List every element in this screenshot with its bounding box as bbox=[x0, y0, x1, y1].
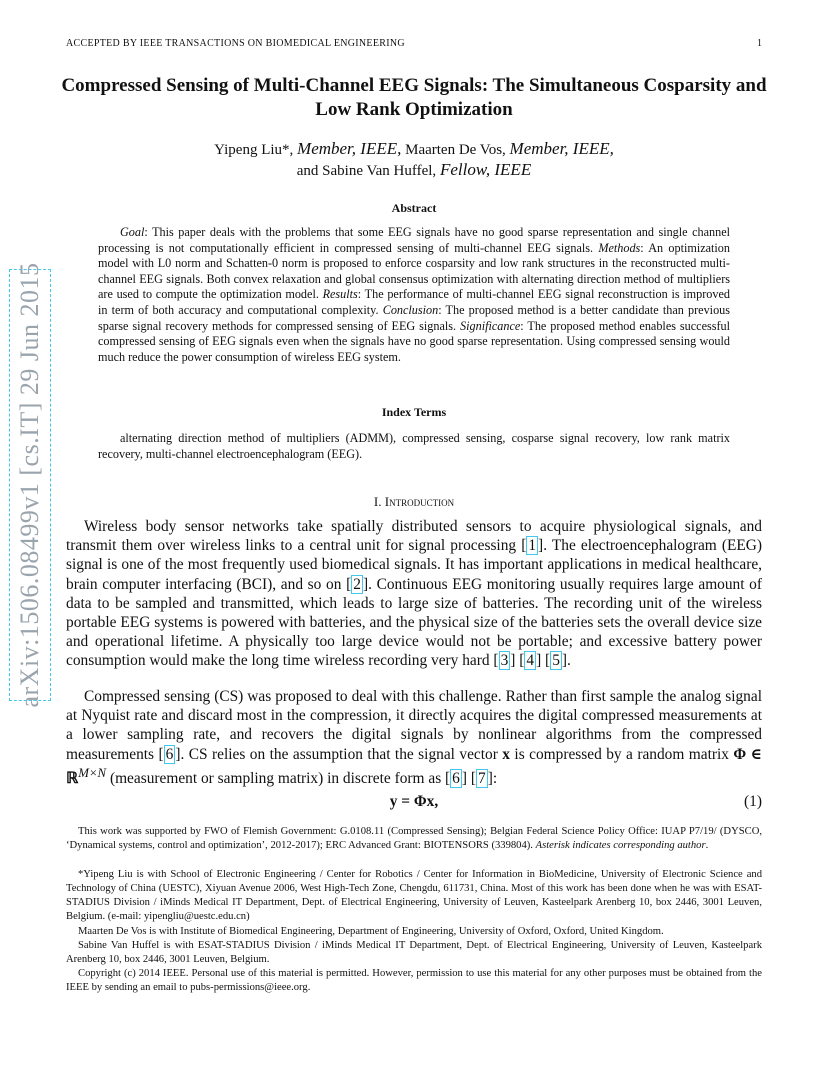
body-text: . bbox=[567, 652, 571, 670]
math-vector-x: x bbox=[502, 745, 510, 763]
citation-link[interactable]: 4 bbox=[526, 652, 535, 670]
body-text: (measurement or sampling matrix) in discrete form as bbox=[106, 769, 446, 787]
author-name: Maarten De Vos, bbox=[405, 142, 506, 158]
significance-label: Significance bbox=[460, 318, 521, 333]
results-label: Results bbox=[322, 287, 358, 302]
body-text: . The electroencephalogram (EEG) signal is one of the most frequently used biomedical signals. It has important applications in medical healthcare, brain computer interfacing (BCI), and so on bbox=[66, 537, 763, 593]
citation-link[interactable]: 1 bbox=[528, 537, 537, 555]
section-heading bbox=[0, 494, 828, 510]
author-block bbox=[60, 139, 768, 181]
body-text: Compressed sensing (CS) was proposed to deal with this challenge. Rather than first sample the analog signal at Nyquist rate and discard most in the compression, it directly acquires the digital compressed measurements at a lower sampling rate, and recovers the digital signals by nonlinear algorithms from the compressed measurements bbox=[66, 688, 762, 763]
abstract-heading: Abstract bbox=[391, 201, 437, 215]
body-text: is compressed by a random matrix bbox=[509, 745, 734, 763]
citation-link[interactable]: 6 bbox=[165, 745, 174, 763]
arxiv-identifier-text: arXiv:1506.08499v1 [cs.IT] 29 Jun 2015 bbox=[15, 262, 44, 708]
paper-title: Compressed Sensing of Multi-Channel EEG Signals: The Simultaneous Cosparsity and Low Rank Optimization bbox=[61, 75, 767, 120]
citation-link[interactable]: 7 bbox=[477, 769, 486, 787]
author-role: Member, IEEE, bbox=[297, 139, 402, 158]
footnote-copyright: Copyright (c) 2014 IEEE. Personal use of this material is permitted. However, permission to use this material for any other purposes must be obtained from the IEEE by sending an email to pubs-permissions@ieee.org. bbox=[66, 968, 762, 993]
citation-link[interactable]: 3 bbox=[500, 652, 509, 670]
author-line-2 bbox=[60, 160, 768, 181]
results-text: : The performance of multi-channel EEG signal reconstruction is improved in term of both accuracy and computational complexity. bbox=[98, 287, 730, 317]
section-number: I. bbox=[373, 494, 382, 509]
running-header: ACCEPTED BY IEEE TRANSACTIONS ON BIOMEDICAL ENGINEERING bbox=[66, 38, 405, 49]
author-role: Fellow, IEEE bbox=[439, 160, 532, 179]
citation-link[interactable]: 5 bbox=[552, 652, 560, 670]
goal-text: : This paper deals with the problems that some EEG signals have no good sparse representation and single channel processing is not computationally efficient in compressed sensing of multi-channel EEG signals. bbox=[98, 225, 730, 255]
footnote-italic: Asterisk indicates corresponding author bbox=[535, 840, 706, 851]
index-terms-heading: Index Terms bbox=[381, 405, 447, 419]
conclusion-label: Conclusion bbox=[382, 302, 439, 317]
conclusion-text: : The proposed method is a better candidate than previous sparse signal recovery methods for compressed sensing of EEG signals. bbox=[98, 302, 731, 333]
methods-label: Methods bbox=[598, 240, 641, 255]
section-title: Introduction bbox=[384, 494, 455, 509]
footnote-text: . bbox=[705, 840, 709, 851]
page-number: 1 bbox=[757, 38, 762, 49]
author-name: Yipeng Liu*, bbox=[214, 142, 294, 158]
abstract-body bbox=[98, 225, 730, 365]
goal-label: Goal bbox=[120, 225, 145, 239]
body-text: . Continuous EEG monitoring usually requires large amount of data to be sampled and transmitted, which leads to large size of batteries. The recording unit of the wireless portable EEG systems is powered with batteries, and the physical size of the batteries sets the overall device size and operational lifetime. A physically too large device would not be portable; and excessive battery power consumption would make the long time wireless recording very hard bbox=[66, 575, 763, 670]
footnote-author-3: Sabine Van Huffel is with ESAT-STADIUS Division / iMinds Medical IT Department, Dept. of Electrical Engineering, University of Leuven, Kasteelpark Arenberg 10, box 2446, 3001 Leuven, Belgium. bbox=[66, 940, 762, 965]
footnote-text: This work was supported by FWO of Flemish Government: G.0108.11 (Compressed Sensing); Belgian Federal Science Policy Office: IUAP P7/19/ (DYSCO, ‘Dynamical systems, control and optimization’, 2012-2017); ERC Advanced Grant: BIOTENSORS (339804). bbox=[66, 826, 762, 851]
body-text: . CS relies on the assumption that the signal vector bbox=[180, 745, 503, 763]
math-matrix-phi: Φ ∈ ℝ bbox=[66, 745, 762, 787]
footnote-author-1: *Yipeng Liu is with School of Electronic Engineering / Center for Robotics / Center for Information in BioMedicine, University of Electronic Science and Technology of China (UESTC), Xiyuan Avenue 2006, West High-Tech Zone, Chengdu, 611731, China. Most of this work has been done when he was with ESAT-STADIUS Division / iMinds Medical IT Department, Dept. of Electrical Engineering, University of Leuven, Kasteelpark Arenberg 10, box 2446, 3001 Leuven, Belgium. (e-mail: yipengliu@uestc.edu.cn) bbox=[66, 869, 762, 922]
footnote-author-2: Maarten De Vos is with Institute of Biomedical Engineering, Department of Engineering, University of Oxford, Oxford, United Kingdom. bbox=[78, 926, 664, 937]
index-terms-body: alternating direction method of multipliers (ADMM), compressed sensing, cosparse signal recovery, low rank matrix recovery, multi-channel electroencephalogram (EEG). bbox=[98, 431, 730, 461]
equation-expression: y = Φx, bbox=[389, 793, 439, 810]
intro-paragraph-2: Compressed sensing (CS) was proposed to deal with this challenge. Rather than first sample the analog signal at Nyquist rate and discard most in the compression, it directly acquires the digital compressed measurements at a lower sampling rate, and recovers the digital signals by nonlinear algorithms from the compressed measurements [ 6 ]. CS relies on the assumption that the signal vector x is compressed by a random matrix Φ ∈ ℝ$^{M\times N}$ (measurement or sampling matrix) in discrete form as [ 6 ] [ 7 ]: bbox=[66, 688, 762, 787]
methods-text: : An optimization model with L0 norm and Schatten-0 norm is proposed to enforce cosparsity and low rank structures in the reconstructed multi-channel EEG signals. Both convex relaxation and global consensus optimization with alternating direction method of multipliers are used to compute the optimization model. bbox=[98, 240, 730, 302]
math-dimensions: M×N bbox=[78, 765, 107, 780]
equation-number: (1) bbox=[744, 793, 762, 810]
author-line-1 bbox=[60, 139, 768, 160]
arxiv-identifier-link[interactable] bbox=[10, 262, 50, 708]
author-role: Member, IEEE, bbox=[509, 139, 614, 158]
footnote-funding bbox=[66, 825, 762, 853]
body-text: : bbox=[492, 769, 498, 787]
citation-link[interactable]: 6 bbox=[452, 769, 460, 787]
author-name: and Sabine Van Huffel, bbox=[296, 163, 437, 179]
body-text: Wireless body sensor networks take spatially distributed sensors to acquire physiological signals, and transmit them over wireless links to a central unit for signal processing bbox=[66, 518, 762, 555]
intro-paragraph-1: Wireless body sensor networks take spatially distributed sensors to acquire physiological signals, and transmit them over wireless links to a central unit for signal processing [ 1 ]. The electroencephalogram (EEG) signal is one of the most frequently used biomedical signals. It has important applications in medical healthcare, brain computer interfacing (BCI), and so on [ 2 ]. Continuous EEG monitoring usually requires large amount of data to be sampled and transmitted, which leads to large size of batteries. The recording unit of the wireless portable EEG systems is powered with batteries, and the physical size of the batteries sets the overall device size and operational lifetime. A physically too large device would not be portable; and excessive battery power consumption would make the long time wireless recording very hard [ 3 ] [ 4 ] [ 5 ]. bbox=[66, 518, 763, 670]
significance-text: : The proposed method enables successful compressed sensing of EEG signals even when the signals have no good sparse representation. Using compressed sensing would much reduce the power consumption of wireless EEG system. bbox=[98, 318, 731, 364]
citation-link[interactable]: 2 bbox=[353, 575, 361, 593]
